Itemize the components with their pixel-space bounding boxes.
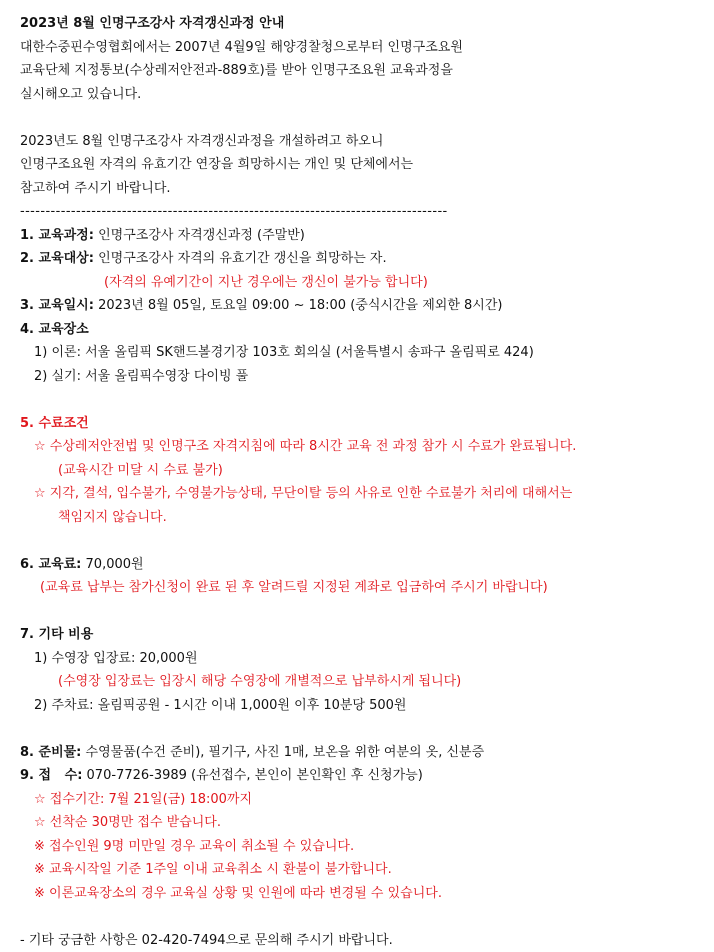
section-value: 수영물품(수건 준비), 필기구, 사진 1매, 보온을 위한 여분의 옷, 신분증 [81,745,484,760]
completion-bullet: ☆ 수상레저안전법 및 인명구조 자격지침에 따라 8시간 교육 전 과정 참가 시 수료가 완료됩니다. [20,435,714,459]
completion-bullet-cont: 책임지지 않습니다. [20,506,714,530]
intro-line: 2023년도 8월 인명구조강사 자격갱신과정을 개설하려고 하오니 [20,130,714,154]
target-note: (자격의 유예기간이 지난 경우에는 갱신이 불가능 합니다) [20,271,714,295]
section-value: 2023년 8월 05일, 토요일 09:00 ~ 18:00 (중식시간을 제외한 8시간) [94,298,503,313]
section-other-costs-label: 7. 기타 비용 [20,623,714,647]
section-fee [20,553,714,577]
section-supplies [20,741,714,765]
location-practice: 2) 실기: 서울 올림픽수영장 다이빙 풀 [20,365,714,389]
registration-bullet: ※ 교육시작일 기준 1주일 이내 교육취소 시 환불이 불가합니다. [20,858,714,882]
section-course [20,224,714,248]
intro-line: 참고하여 주시기 바랍니다. [20,177,714,201]
location-theory: 1) 이론: 서울 올림픽 SK핸드볼경기장 103호 회의실 (서울특별시 송파구 올림픽로 424) [20,341,714,365]
section-label: 6. 교육료: [20,557,81,572]
section-completion-label: 5. 수료조건 [20,412,714,436]
section-location-label: 4. 교육장소 [20,318,714,342]
pool-fee: 1) 수영장 입장료: 20,000원 [20,647,714,671]
section-value: 인명구조강사 자격의 유효기간 갱신을 희망하는 자. [94,251,387,266]
section-label: 1. 교육과정: [20,228,94,243]
section-value: 70,000원 [81,557,143,572]
section-target [20,247,714,271]
registration-bullet: ☆ 접수기간: 7월 21일(금) 18:00까지 [20,788,714,812]
section-value: 인명구조강사 자격갱신과정 (주말반) [94,228,305,243]
intro-line: 실시해오고 있습니다. [20,83,714,107]
page-title: 2023년 8월 인명구조강사 자격갱신과정 안내 [20,12,714,36]
fee-note: (교육료 납부는 참가신청이 완료 된 후 알려드릴 지정된 계좌로 입금하여 주시기 바랍니다) [20,576,714,600]
section-registration [20,764,714,788]
intro-line: 대한수중핀수영협회에서는 2007년 4월9일 해양경찰청으로부터 인명구조요원 [20,36,714,60]
section-value: 070-7726-3989 (유선접수, 본인이 본인확인 후 신청가능) [82,768,422,783]
footer-contact: - 기타 궁금한 사항은 02-420-7494으로 문의해 주시기 바랍니다. [20,929,714,952]
intro-line: 인명구조요원 자격의 유효기간 연장을 희망하시는 개인 및 단체에서는 [20,153,714,177]
section-label: 8. 준비물: [20,745,81,760]
section-label: 3. 교육일시: [20,298,94,313]
section-label: 9. 접 수: [20,768,82,783]
divider: ------------------------------------------------------------------------------------ [20,200,714,224]
registration-bullet: ※ 접수인원 9명 미만일 경우 교육이 취소될 수 있습니다. [20,835,714,859]
pool-fee-note: (수영장 입장료는 입장시 해당 수영장에 개별적으로 납부하시게 됩니다) [20,670,714,694]
completion-bullet: ☆ 지각, 결석, 입수불가, 수영불가능상태, 무단이탈 등의 사유로 인한 수료불가 처리에 대해서는 [20,482,714,506]
intro-line: 교육단체 지정통보(수상레저안전과-889호)를 받아 인명구조요원 교육과정을 [20,59,714,83]
section-label: 2. 교육대상: [20,251,94,266]
section-schedule [20,294,714,318]
completion-note: (교육시간 미달 시 수료 불가) [20,459,714,483]
registration-bullet: ☆ 선착순 30명만 접수 받습니다. [20,811,714,835]
parking-fee: 2) 주차료: 올림픽공원 - 1시간 이내 1,000원 이후 10분당 500원 [20,694,714,718]
registration-bullet: ※ 이론교육장소의 경우 교육실 상황 및 인원에 따라 변경될 수 있습니다. [20,882,714,906]
